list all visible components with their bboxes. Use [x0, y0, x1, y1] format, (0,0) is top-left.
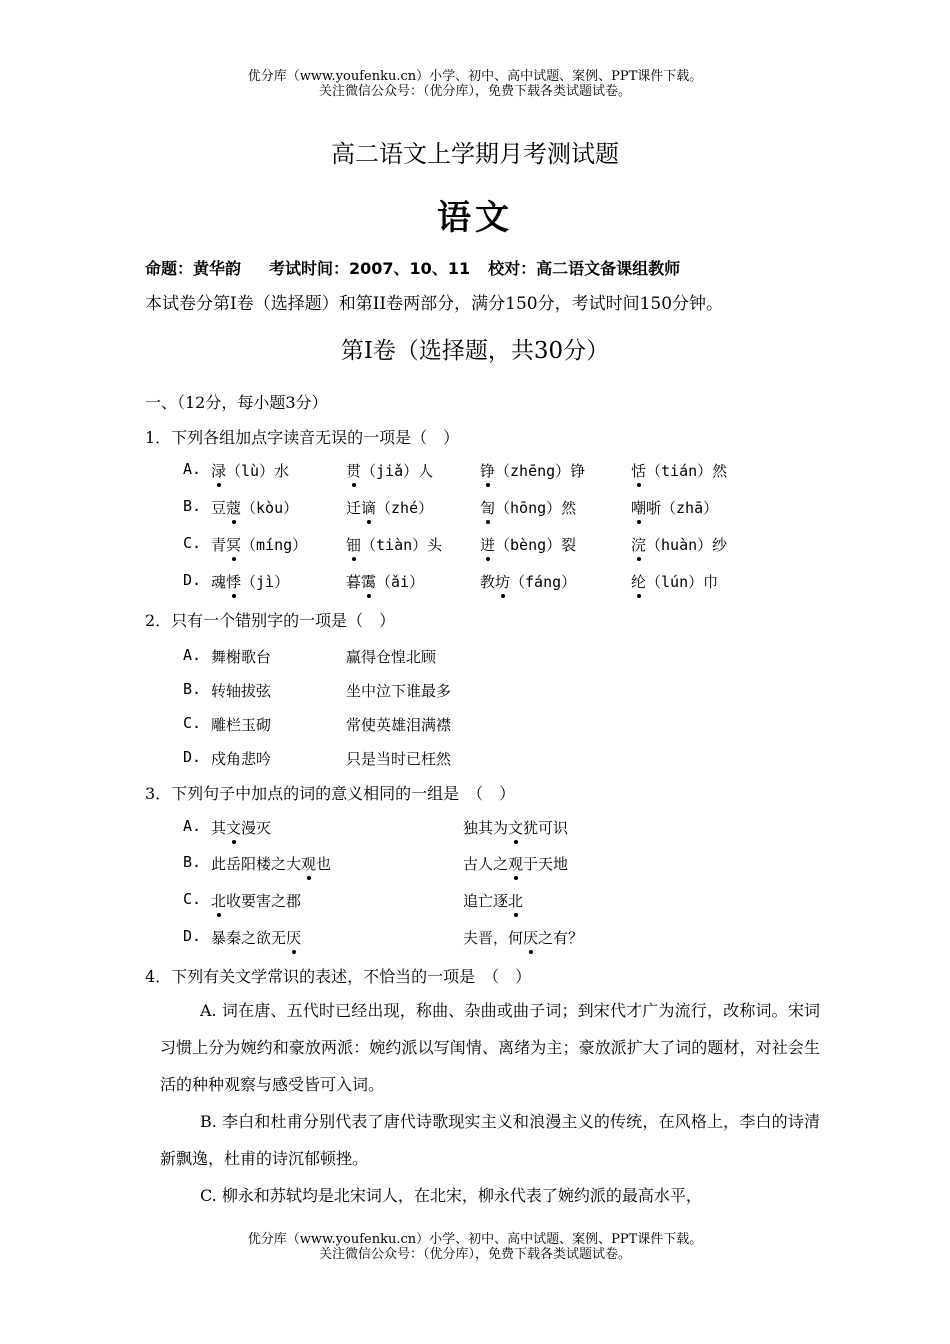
dotted-char: 霭 [361, 573, 377, 591]
option-left-text: 雕栏玉砌 [211, 716, 272, 734]
reading-item: 钿（tiàn）头 [346, 536, 443, 554]
dotted-char: 北 [508, 892, 524, 910]
footer-line-1: 优分库（www.youfenku.cn）小学、初中、高中试题、案例、PPT课件下载。 [247, 1232, 703, 1247]
option-left-text: 暴秦之欲无厌 [211, 929, 302, 947]
option-label: B. [183, 853, 202, 871]
reading-item: 恬（tián）然 [631, 462, 728, 480]
reading-item: 教坊（fáng） [480, 573, 577, 591]
option-label: C. [183, 534, 202, 552]
question-3-stem: 3．下列句子中加点的词的意义相同的一组是 （ ） [145, 784, 516, 803]
option-right-text: 追亡逐北 [463, 892, 524, 910]
meta-proofread: 校对：高二语文备课组教师 [488, 259, 681, 278]
question-2-stem: 2．只有一个错别字的一项是（ ） [145, 611, 396, 630]
option-text: 李白和杜甫分别代表了唐代诗歌现实主义和浪漫主义的传统，在风格上，李白的诗清新飘逸，杜甫的诗沉郁顿挫。 [160, 1112, 820, 1168]
question-1-stem: 1．下列各组加点字读音无误的一项是（ ） [145, 428, 460, 447]
meta-exam-time: 考试时间：2007、10、11 [269, 259, 471, 278]
reading-item: 铮（zhēng）铮 [480, 462, 586, 480]
option-text: 词在唐、五代时已经出现，称曲、杂曲或曲子词；到宋代才广为流行，改称词。宋词习惯上分为婉约和豪放两派：婉约派以写闺情、离绪为主；豪放派扩大了词的题材，对社会生活的种种观察与感受皆可入词。 [160, 1001, 820, 1094]
dotted-char: 浣 [631, 536, 647, 554]
dotted-char: 观 [301, 855, 317, 873]
dotted-char: 北 [211, 892, 227, 910]
meta-author: 命题：黄华韵 [145, 259, 242, 278]
dotted-char: 訇 [480, 499, 496, 517]
option-right-text: 古人之观于天地 [463, 855, 569, 873]
reading-item: 迸（bèng）裂 [480, 536, 577, 554]
reading-item: 迁谪（zhé） [346, 499, 434, 517]
option-label: C. [183, 890, 202, 908]
option-label: B. [183, 680, 202, 698]
option-right-text: 只是当时已枉然 [346, 750, 452, 768]
option-right-text: 常使英雄泪满襟 [346, 716, 452, 734]
reading-item: 青冥（míng） [211, 536, 308, 554]
option-label: A. [200, 1001, 217, 1020]
option-right-text: 赢得仓惶北顾 [346, 648, 437, 666]
dotted-char: 渌 [211, 462, 227, 480]
page-footer [0, 1232, 950, 1262]
option-label: B. [183, 497, 202, 515]
question-4-stem: 4．下列有关文学常识的表述，不恰当的一项是 （ ） [145, 967, 532, 986]
exam-meta [145, 256, 680, 279]
dotted-char: 坊 [495, 573, 511, 591]
reading-item: 嘲哳（zhā） [631, 499, 719, 517]
exam-intro: 本试卷分第I卷（选择题）和第II卷两部分，满分150分，考试时间150分钟。 [145, 294, 724, 314]
dotted-char: 迸 [480, 536, 496, 554]
dotted-char: 铮 [480, 462, 496, 480]
option-left-text: 转轴拔弦 [211, 682, 272, 700]
option-label: C. [183, 714, 202, 732]
reading-item: 浣（huàn）纱 [631, 536, 728, 554]
option-left-text: 其文漫灭 [211, 819, 272, 837]
q4-option-b [160, 1103, 820, 1177]
dotted-char: 文 [508, 819, 524, 837]
option-left-text: 舞榭歌台 [211, 648, 272, 666]
subject-title: 语文 [437, 198, 513, 238]
reading-item: 贯（jiǎ）人 [346, 462, 434, 480]
footer-line-2: 关注微信公众号：（优分库），免费下载各类试题试卷。 [318, 1247, 631, 1262]
dotted-char: 恬 [631, 462, 647, 480]
reading-item: 暮霭（ǎi） [346, 573, 425, 591]
dotted-char: 蔻 [226, 499, 242, 517]
option-label: D. [183, 571, 202, 589]
option-label: D. [183, 748, 202, 766]
dotted-char: 悸 [226, 573, 242, 591]
reading-item: 豆蔻（kòu） [211, 499, 299, 517]
option-left-text: 戍角悲吟 [211, 750, 272, 768]
option-left-text: 北收要害之郡 [211, 892, 302, 910]
q4-option-a [160, 992, 820, 1103]
option-label: B. [200, 1112, 217, 1131]
section-1-label: 一、（12分，每小题3分） [145, 393, 328, 412]
option-right-text: 坐中泣下谁最多 [346, 682, 452, 700]
dotted-char: 嘲 [631, 499, 647, 517]
option-label: A. [183, 460, 202, 478]
option-right-text: 夫晋，何厌之有？ [463, 929, 584, 947]
part-1-title: 第I卷（选择题，共30分） [340, 338, 610, 364]
page-header [0, 69, 950, 99]
reading-item: 渌（lù）水 [211, 462, 290, 480]
dotted-char: 钿 [346, 536, 362, 554]
option-text: 柳永和苏轼均是北宋词人，在北宋，柳永代表了婉约派的最高水平， [221, 1186, 702, 1205]
reading-item: 魂悸（jì） [211, 573, 290, 591]
reading-item: 訇（hōng）然 [480, 499, 577, 517]
dotted-char: 厌 [286, 929, 302, 947]
q4-option-c [160, 1177, 820, 1214]
option-right-text: 独其为文犹可识 [463, 819, 569, 837]
option-left-text: 此岳阳楼之大观也 [211, 855, 332, 873]
dotted-char: 文 [226, 819, 242, 837]
exam-title: 高二语文上学期月考测试题 [331, 140, 619, 168]
header-line-2: 关注微信公众号：（优分库），免费下载各类试题试卷。 [318, 84, 631, 99]
option-label: A. [183, 646, 202, 664]
dotted-char: 谪 [361, 499, 377, 517]
option-label: C. [200, 1186, 217, 1205]
reading-item: 纶（lún）巾 [631, 573, 719, 591]
dotted-char: 纶 [631, 573, 647, 591]
dotted-char: 观 [508, 855, 524, 873]
option-label: A. [183, 817, 202, 835]
dotted-char: 贯 [346, 462, 362, 480]
dotted-char: 厌 [523, 929, 539, 947]
option-label: D. [183, 927, 202, 945]
dotted-char: 冥 [226, 536, 242, 554]
header-line-1: 优分库（www.youfenku.cn）小学、初中、高中试题、案例、PPT课件下载。 [247, 69, 703, 84]
